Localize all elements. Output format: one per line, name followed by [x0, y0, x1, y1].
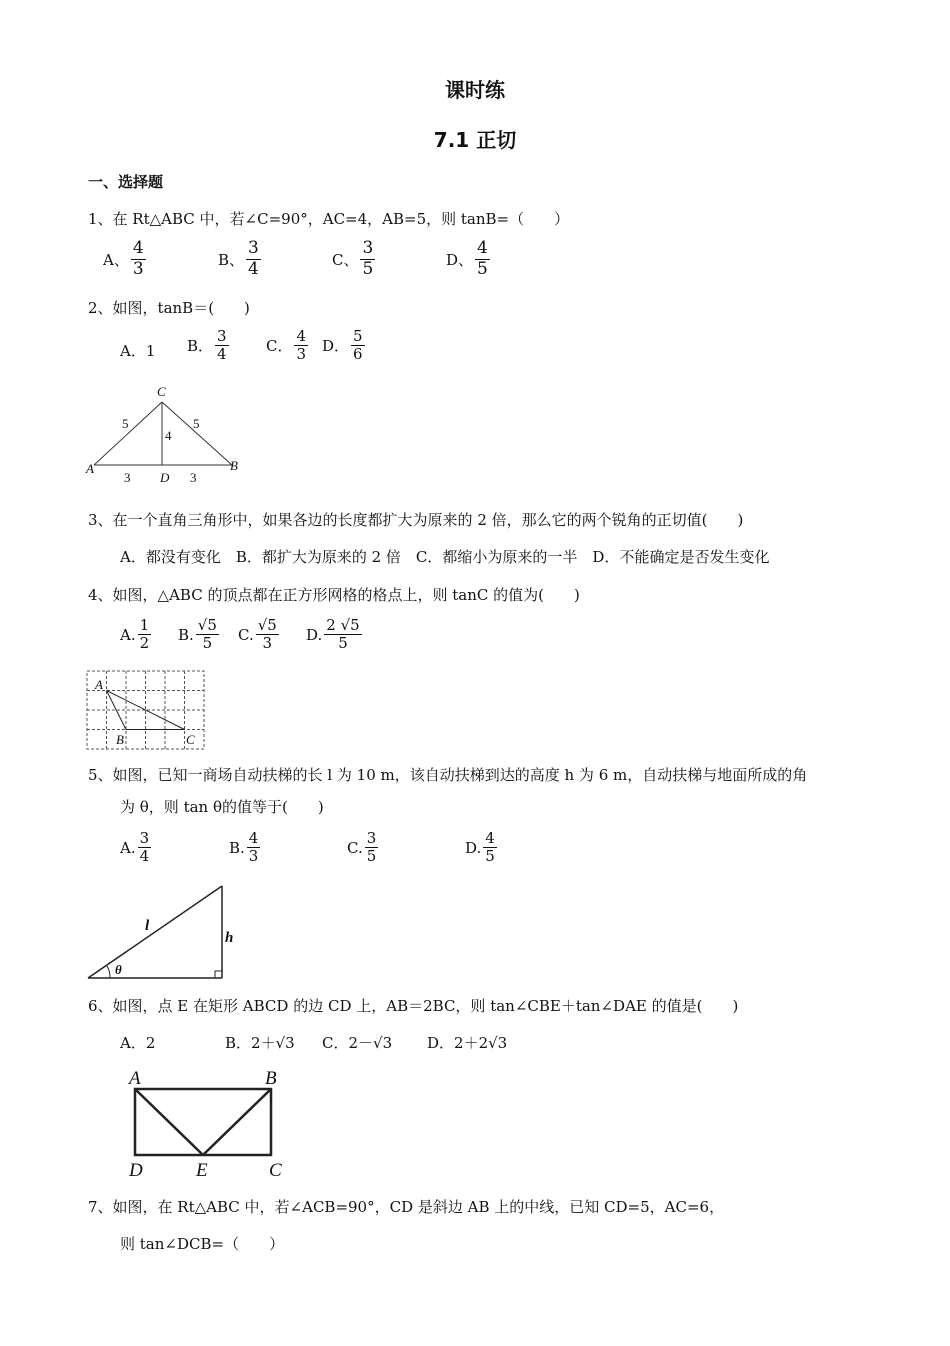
label-e: E [196, 1160, 208, 1181]
label-b: B [116, 732, 124, 747]
label-side-cb: 5 [193, 416, 200, 431]
label-height: 4 [165, 428, 172, 443]
option-d: D. $\frac{2 √5}{5}$ [306, 616, 360, 653]
question-4: 4、如图，△ABC 的顶点都在正方形网格的格点上，则 tanC 的值为( ) [88, 586, 580, 604]
option-a: A．2 [120, 1034, 156, 1052]
option-d: D．2＋2√3 [427, 1034, 508, 1052]
label-d: D [160, 470, 170, 485]
option-a: A. $\frac{1}{2}$ [120, 616, 150, 653]
option-b: B、 $\frac{3}{4}$ [218, 238, 259, 279]
label-h: h [225, 930, 234, 946]
option-b: B．2＋√3 [225, 1034, 295, 1052]
option-b: B. $\frac{4}{3}$ [229, 829, 259, 866]
question-3: 3、在一个直角三角形中，如果各边的长度都扩大为原来的 2 倍，那么它的两个锐角的正切值( ) [88, 511, 744, 529]
option-c: C. $\frac{3}{5}$ [347, 829, 377, 866]
side-ac [94, 402, 162, 465]
page-subtitle: 7.1 正切 [433, 128, 517, 152]
label-b: B [230, 458, 238, 473]
question-1: 1、在 Rt△ABC 中，若∠C=90°，AC=4，AB=5，则 tanB=（ ） [88, 210, 570, 228]
q5-escalator-figure [84, 882, 244, 982]
label-c: C [186, 732, 195, 747]
option-a: A. $\frac{3}{4}$ [120, 829, 150, 866]
label-d: D [129, 1160, 143, 1181]
option-c: C. $\frac{√5}{3}$ [238, 616, 277, 653]
label-b: B [265, 1068, 277, 1089]
option-c: C． $\frac{4}{3}$ [266, 327, 307, 364]
option-b: B． $\frac{3}{4}$ [187, 327, 227, 364]
q2-triangle-figure [82, 382, 252, 490]
question-3-options: A．都没有变化 B．都扩大为原来的 2 倍 C．都缩小为原来的一半 D．不能确定是否发生变化 [120, 548, 770, 566]
section-heading: 一、选择题 [88, 173, 164, 191]
q4-grid-figure [84, 668, 209, 752]
label-db: 3 [190, 470, 197, 485]
label-c: C [269, 1160, 282, 1181]
option-d: D． $\frac{5}{6}$ [322, 327, 363, 364]
option-a: A、 $\frac{4}{3}$ [103, 238, 144, 279]
question-5-line-1: 5、如图，已知一商场自动扶梯的长 l 为 10 m，该自动扶梯到达的高度 h 为 6 m，自动扶梯与地面所成的角 [88, 766, 808, 784]
label-l: l [145, 918, 150, 934]
question-2: 2、如图，tanB＝( ) [88, 299, 250, 317]
label-c: C [157, 384, 166, 399]
question-7-line-1: 7、如图，在 Rt△ABC 中，若∠ACB=90°，CD 是斜边 AB 上的中线，已知 CD=5，AC=6， [88, 1198, 725, 1216]
option-b: B. $\frac{√5}{5}$ [178, 616, 217, 653]
label-side-ac: 5 [122, 416, 129, 431]
question-5-line-2: 为 θ，则 tan θ的值等于( ) [120, 798, 324, 816]
label-ad: 3 [124, 470, 131, 485]
label-a: A [129, 1068, 141, 1089]
question-6: 6、如图，点 E 在矩形 ABCD 的边 CD 上，AB＝2BC，则 tan∠CBE＋tan∠DAE 的值是( ) [88, 997, 739, 1015]
option-d: D. $\frac{4}{5}$ [465, 829, 495, 866]
option-c: C、 $\frac{3}{5}$ [332, 238, 374, 279]
label-theta: θ [115, 962, 122, 977]
option-a: A．1 [120, 342, 156, 360]
page-title: 课时练 [445, 78, 505, 102]
option-d: D、 $\frac{4}{5}$ [446, 238, 488, 279]
option-c: C．2－√3 [322, 1034, 393, 1052]
side-cb [162, 402, 232, 465]
label-a: A [86, 461, 94, 476]
question-7-line-2: 则 tan∠DCB=（ ） [120, 1235, 285, 1253]
q6-rectangle-figure [120, 1064, 300, 1182]
label-a: A [95, 677, 103, 692]
